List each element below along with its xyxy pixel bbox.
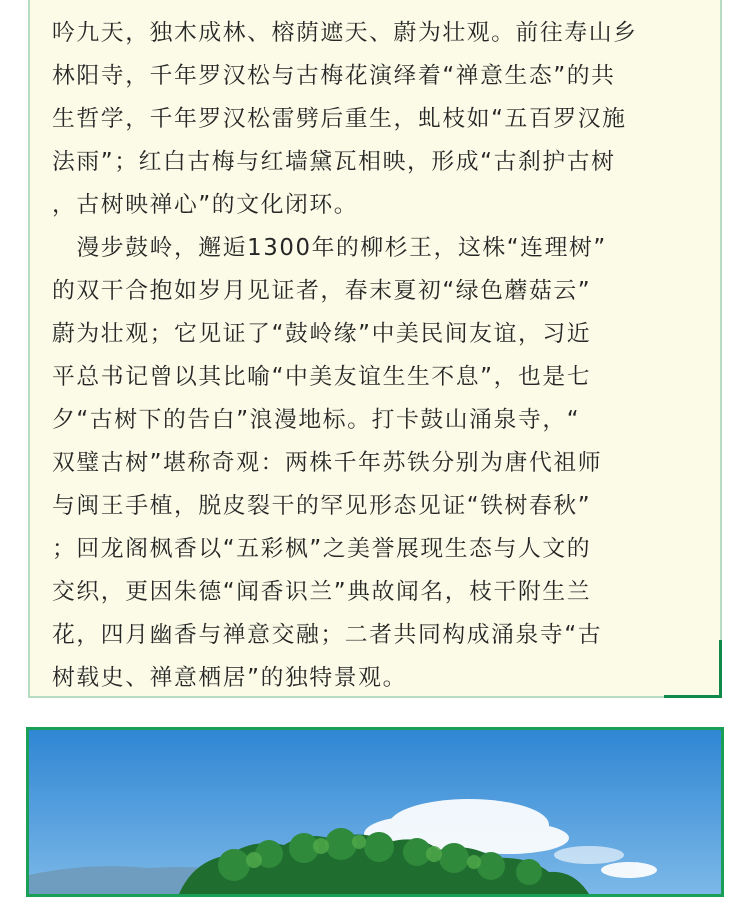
article-line: 林阳寺，千年罗汉松与古梅花演绎着“禅意生态”的共 [52,63,616,89]
article-line: 吟九天，独木成林、榕荫遮天、蔚为壮观。前往寿山乡 [52,20,638,46]
article-line: 法雨”；红白古梅与红墙黛瓦相映，形成“古刹护古树 [52,149,616,175]
article-line: 生哲学，千年罗汉松雷劈后重生，虬枝如“五百罗汉施 [52,106,627,132]
article-line: 与闽王手植，脱皮裂干的罕见形态见证“铁树春秋” [52,493,592,519]
forest-photo [26,727,724,897]
article-line: 树载史、禅意栖居”的独特景观。 [52,665,407,691]
article-line: 花，四月幽香与禅意交融；二者共同构成涌泉寺“古 [52,622,603,648]
article-line: 双璧古树”堪称奇观：两株千年苏铁分别为唐代祖师 [52,450,603,476]
article-line: 蔚为壮观；它见证了“鼓岭缘”中美民间友谊，习近 [52,321,592,347]
article-line: 交织，更因朱德“闻香识兰”典故闻名，枝干附生兰 [52,579,592,605]
article-card [28,0,722,698]
card-corner-accent [664,640,722,698]
article-line: 夕“古树下的告白”浪漫地标。打卡鼓山涌泉寺，“ [52,407,581,433]
article-line: ，古树映禅心”的文化闭环。 [52,192,359,218]
article-line: 平总书记曾以其比喻“中美友谊生生不息”，也是七 [52,364,592,390]
article-text [52,12,702,700]
forest-hill-photo-icon [29,730,721,894]
article-line: 漫步鼓岭，邂逅1300年的柳杉王，这株“连理树” [52,235,607,261]
article-line: ；回龙阁枫香以“五彩枫”之美誉展现生态与人文的 [52,536,592,562]
article-line: 的双干合抱如岁月见证者，春末夏初“绿色蘑菇云” [52,278,592,304]
